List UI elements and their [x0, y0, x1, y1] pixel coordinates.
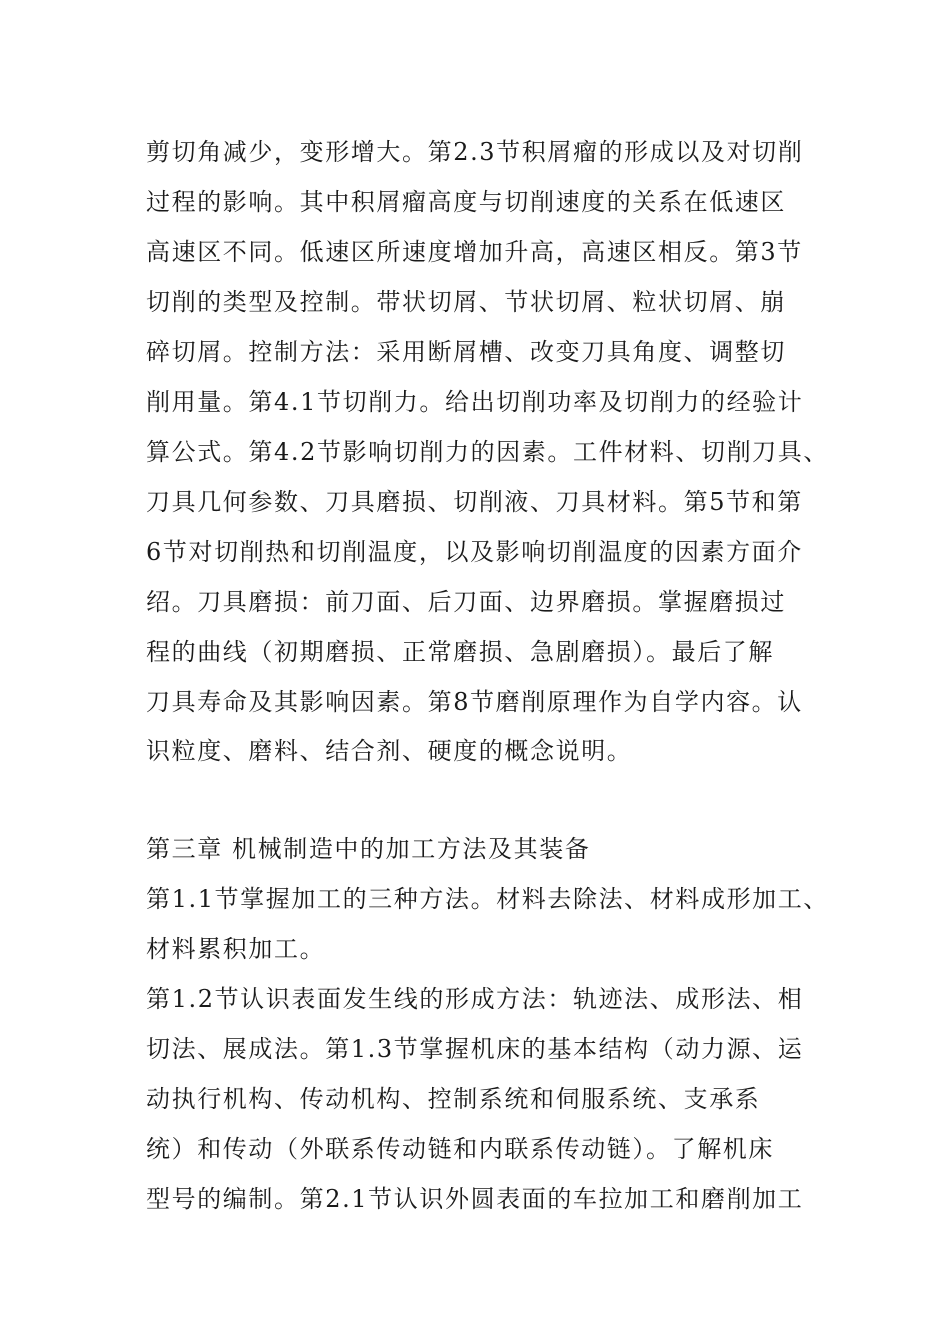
paragraph-line: 高速区不同。低速区所速度增加升高，高速区相反。第3节 — [146, 238, 803, 266]
paragraph-line: 第1.2节认识表面发生线的形成方法：轨迹法、成形法、相 — [146, 985, 804, 1013]
paragraph-line: 动执行机构、传动机构、控制系统和伺服系统、支承系 — [146, 1085, 761, 1113]
paragraph-line: 剪切角减少，变形增大。第2.3节积屑瘤的形成以及对切削 — [146, 138, 804, 166]
paragraph-line: 识粒度、磨料、结合剂、硬度的概念说明。 — [146, 737, 633, 765]
paragraph-line: 切削的类型及控制。带状切屑、节状切屑、粒状切屑、崩 — [146, 288, 786, 316]
paragraph-line: 材料累积加工。 — [146, 935, 326, 963]
paragraph-line: 第1.1节掌握加工的三种方法。材料去除法、材料成形加工、 — [146, 885, 829, 913]
paragraph-line: 削用量。第4.1节切削力。给出切削功率及切削力的经验计 — [146, 388, 804, 416]
paragraph-line: 统）和传动（外联系传动链和内联系传动链）。了解机床 — [146, 1135, 774, 1163]
paragraph-line: 刀具几何参数、刀具磨损、切削液、刀具材料。第5节和第 — [146, 488, 803, 516]
chapter-heading: 第三章 机械制造中的加工方法及其装备 — [146, 835, 591, 863]
paragraph-line: 绍。刀具磨损：前刀面、后刀面、边界磨损。掌握磨损过 — [146, 588, 786, 616]
paragraph-line: 过程的影响。其中积屑瘤高度与切削速度的关系在低速区 — [146, 188, 786, 216]
paragraph-line: 程的曲线（初期磨损、正常磨损、急剧磨损）。最后了解 — [146, 638, 774, 666]
paragraph-line: 切法、展成法。第1.3节掌握机床的基本结构（动力源、运 — [146, 1035, 804, 1063]
paragraph-line: 刀具寿命及其影响因素。第8节磨削原理作为自学内容。认 — [146, 688, 803, 716]
paragraph-line: 型号的编制。第2.1节认识外圆表面的车拉加工和磨削加工 — [146, 1185, 804, 1213]
paragraph-line: 6节对切削热和切削温度，以及影响切削温度的因素方面介 — [146, 538, 803, 566]
paragraph-line: 算公式。第4.2节影响切削力的因素。工件材料、切削刀具、 — [146, 438, 829, 466]
paragraph-line: 碎切屑。控制方法：采用断屑槽、改变刀具角度、调整切 — [146, 338, 786, 366]
